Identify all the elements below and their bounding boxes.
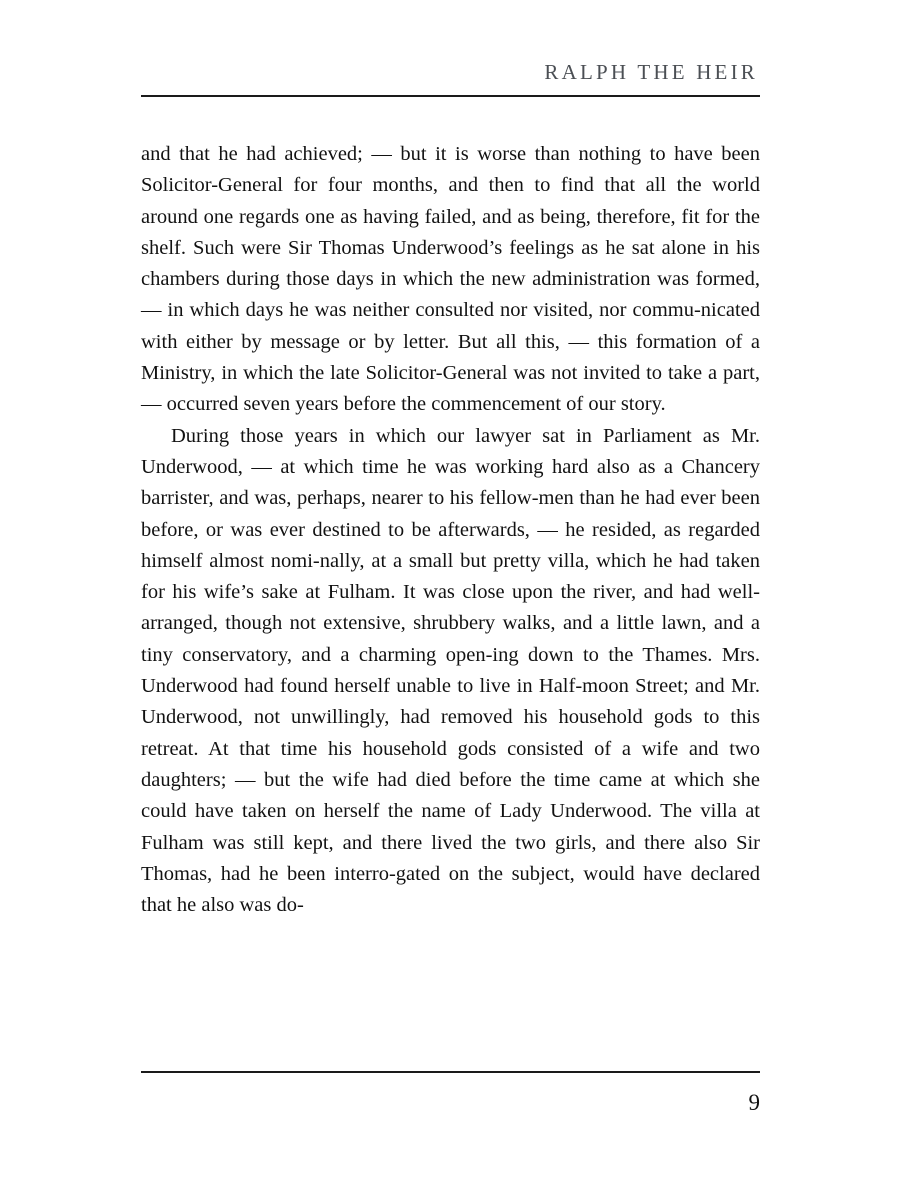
paragraph: During those years in which our lawyer sat in Parliament as Mr. Underwood, — at which time he was working hard also as a Chancery barrister, and was, perhaps, nearer to his fellow-men than he had ever been before, or was ever destined to be afterwards, — he resided, as regarded himself almost nomi-nally, at a small but pretty villa, which he had taken for his wife’s sake at Fulham. It was close upon the river, and had well-arranged, though not extensive, shrubbery walks, and a little lawn, and a tiny conservatory, and a charming open-ing down to the Thames. Mrs. Underwood had found herself unable to live in Half-moon Street; and Mr. Underwood, not unwillingly, had removed his household gods to this retreat. At that time his household gods consisted of a wife and two daughters; — but the wife had died before the time came at which she could have taken on herself the name of Lady Underwood. The villa at Fulham was still kept, and there lived the two girls, and there also Sir Thomas, had he been interro-gated on the subject, would have declared that he also was do- — [141, 424, 760, 917]
running-head-title: RALPH THE HEIR — [544, 60, 758, 84]
header-rule — [141, 95, 760, 97]
footer-rule — [141, 1071, 760, 1073]
page-content-area — [141, 60, 760, 921]
body-text — [141, 139, 760, 921]
paragraph: and that he had achieved; — but it is worse than nothing to have been Solicitor-General for four months, and then to find that all the world around one regards one as having failed, and as being, therefore, fit for the shelf. Such were Sir Thomas Underwood’s feelings as he sat alone in his chambers during those days in which the new administration was formed, — in which days he was neither consulted nor visited, nor commu-nicated with either by message or by letter. But all this, — this formation of a Ministry, in which the late Solicitor-General was not invited to take a part, — occurred seven years before the commencement of our story. — [141, 143, 760, 416]
page-number: 9 — [748, 1090, 760, 1115]
